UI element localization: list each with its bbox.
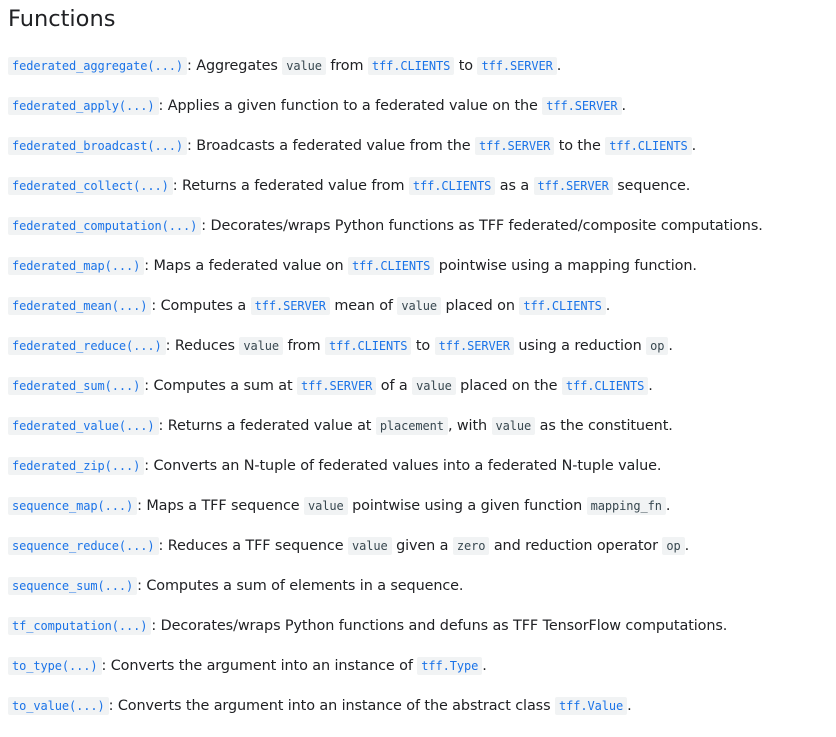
function-link[interactable]: [8, 298, 151, 314]
description-text: of a: [376, 378, 413, 394]
function-row: [8, 337, 836, 377]
description-text: : Converts an N-tuple of federated values into a federated N-tuple value.: [144, 458, 662, 474]
description-text: given a: [391, 538, 453, 554]
description-text: : Aggregates: [187, 58, 283, 74]
description-text: to: [411, 338, 435, 354]
symbol-reference: tff.CLIENTS: [409, 177, 495, 195]
symbol-link[interactable]: [417, 658, 482, 674]
function-name: sequence_reduce(...): [8, 537, 159, 555]
description-text: .: [665, 498, 671, 514]
description-text: .: [605, 298, 611, 314]
function-name: federated_zip(...): [8, 457, 144, 475]
symbol-link[interactable]: [251, 298, 330, 314]
function-link[interactable]: [8, 458, 144, 474]
symbol-link[interactable]: [348, 258, 434, 274]
function-row: [8, 417, 836, 457]
function-name: federated_sum(...): [8, 377, 144, 395]
function-name: sequence_map(...): [8, 497, 137, 515]
function-name: federated_map(...): [8, 257, 144, 275]
symbol-link[interactable]: [477, 58, 556, 74]
description-text: : Converts the argument into an instance of the abstract class: [108, 698, 555, 714]
function-link[interactable]: [8, 138, 187, 154]
description-text: .: [668, 338, 673, 354]
description-text: from: [325, 58, 368, 74]
function-list: [8, 57, 836, 737]
description-text: pointwise using a mapping function.: [434, 258, 697, 274]
description-text: : Returns a federated value from: [172, 178, 409, 194]
symbol-reference: tff.CLIENTS: [519, 297, 605, 315]
function-name: federated_value(...): [8, 417, 159, 435]
function-link[interactable]: [8, 58, 187, 74]
function-row: [8, 57, 836, 97]
inline-code: placement: [376, 417, 448, 435]
function-row: [8, 537, 836, 577]
function-row: [8, 177, 836, 217]
symbol-link[interactable]: [368, 58, 454, 74]
inline-code: value: [282, 57, 326, 75]
description-text: to: [454, 58, 478, 74]
function-link[interactable]: [8, 378, 144, 394]
inline-code: zero: [453, 537, 490, 555]
function-row: [8, 657, 836, 697]
function-name: tf_computation(...): [8, 617, 151, 635]
symbol-reference: tff.SERVER: [435, 337, 514, 355]
function-link[interactable]: [8, 418, 159, 434]
function-name: federated_computation(...): [8, 217, 201, 235]
symbol-link[interactable]: [325, 338, 411, 354]
symbol-reference: tff.Value: [555, 697, 627, 715]
function-link[interactable]: [8, 658, 102, 674]
description-text: : Computes a sum of elements in a sequence.: [137, 578, 464, 594]
symbol-link[interactable]: [555, 698, 627, 714]
function-name: to_value(...): [8, 697, 109, 715]
function-name: federated_reduce(...): [8, 337, 166, 355]
symbol-reference: tff.SERVER: [542, 97, 621, 115]
function-row: [8, 377, 836, 417]
function-name: federated_collect(...): [8, 177, 173, 195]
function-row: [8, 577, 836, 617]
inline-code: value: [348, 537, 392, 555]
description-text: : Computes a sum at: [144, 378, 298, 394]
function-name: federated_aggregate(...): [8, 57, 187, 75]
description-text: : Maps a TFF sequence: [137, 498, 305, 514]
description-text: , with: [447, 418, 492, 434]
inline-code: op: [662, 537, 684, 555]
function-row: [8, 497, 836, 537]
function-name: federated_broadcast(...): [8, 137, 187, 155]
description-text: pointwise using a given function: [347, 498, 587, 514]
description-text: : Applies a given function to a federated value on the: [158, 98, 543, 114]
description-text: .: [621, 98, 626, 114]
symbol-reference: tff.CLIENTS: [325, 337, 411, 355]
description-text: placed on the: [455, 378, 562, 394]
function-name: federated_apply(...): [8, 97, 159, 115]
symbol-reference: tff.SERVER: [475, 137, 554, 155]
function-name: to_type(...): [8, 657, 102, 675]
symbol-reference: tff.CLIENTS: [368, 57, 454, 75]
symbol-reference: tff.SERVER: [534, 177, 613, 195]
description-text: : Maps a federated value on: [144, 258, 348, 274]
description-text: : Computes a: [151, 298, 251, 314]
description-text: .: [627, 698, 632, 714]
description-text: .: [556, 58, 562, 74]
symbol-link[interactable]: [475, 138, 554, 154]
description-text: as the constituent.: [535, 418, 673, 434]
function-link[interactable]: [8, 338, 166, 354]
function-link[interactable]: [8, 258, 144, 274]
description-text: mean of: [329, 298, 398, 314]
symbol-reference: tff.CLIENTS: [562, 377, 648, 395]
description-text: .: [691, 138, 697, 154]
description-text: sequence.: [612, 178, 691, 194]
description-text: placed on: [440, 298, 520, 314]
function-row: [8, 257, 836, 297]
description-text: : Decorates/wraps Python functions and defuns as TFF TensorFlow computations.: [151, 618, 728, 634]
function-link[interactable]: [8, 218, 201, 234]
description-text: : Converts the argument into an instance of: [101, 658, 418, 674]
symbol-link[interactable]: [562, 378, 648, 394]
symbol-link[interactable]: [435, 338, 514, 354]
function-name: sequence_sum(...): [8, 577, 137, 595]
description-text: .: [648, 378, 653, 394]
symbol-reference: tff.SERVER: [297, 377, 376, 395]
description-text: : Reduces: [165, 338, 240, 354]
function-row: [8, 217, 836, 257]
description-text: .: [684, 538, 690, 554]
function-link[interactable]: [8, 98, 159, 114]
function-row: [8, 97, 836, 137]
symbol-link[interactable]: [409, 178, 495, 194]
inline-code: op: [646, 337, 668, 355]
symbol-link[interactable]: [297, 378, 376, 394]
symbol-reference: tff.SERVER: [251, 297, 330, 315]
symbol-reference: tff.SERVER: [477, 57, 556, 75]
function-row: [8, 137, 836, 177]
symbol-link[interactable]: [605, 138, 691, 154]
function-link[interactable]: [8, 178, 173, 194]
function-link[interactable]: [8, 618, 151, 634]
description-text: : Returns a federated value at: [158, 418, 376, 434]
inline-code: value: [412, 377, 456, 395]
symbol-reference: tff.CLIENTS: [605, 137, 691, 155]
inline-code: value: [239, 337, 283, 355]
function-link[interactable]: [8, 498, 137, 514]
description-text: : Reduces a TFF sequence: [158, 538, 348, 554]
description-text: from: [282, 338, 326, 354]
description-text: and reduction operator: [489, 538, 663, 554]
description-text: as a: [495, 178, 534, 194]
symbol-link[interactable]: [519, 298, 605, 314]
function-row: [8, 697, 836, 737]
symbol-link[interactable]: [534, 178, 613, 194]
description-text: using a reduction: [513, 338, 647, 354]
description-text: : Broadcasts a federated value from the: [187, 138, 475, 154]
description-text: .: [482, 658, 487, 674]
inline-code: value: [304, 497, 348, 515]
section-title: Functions: [8, 6, 116, 32]
inline-code: value: [492, 417, 536, 435]
function-row: [8, 617, 836, 657]
symbol-link[interactable]: [542, 98, 621, 114]
function-link[interactable]: [8, 578, 137, 594]
function-link[interactable]: [8, 698, 109, 714]
symbol-reference: tff.Type: [417, 657, 482, 675]
function-name: federated_mean(...): [8, 297, 151, 315]
inline-code: value: [397, 297, 441, 315]
function-row: [8, 297, 836, 337]
description-text: : Decorates/wraps Python functions as TFF federated/composite computations.: [201, 218, 763, 234]
inline-code: mapping_fn: [587, 497, 666, 515]
function-row: [8, 457, 836, 497]
symbol-reference: tff.CLIENTS: [348, 257, 434, 275]
description-text: to the: [554, 138, 606, 154]
function-link[interactable]: [8, 538, 159, 554]
